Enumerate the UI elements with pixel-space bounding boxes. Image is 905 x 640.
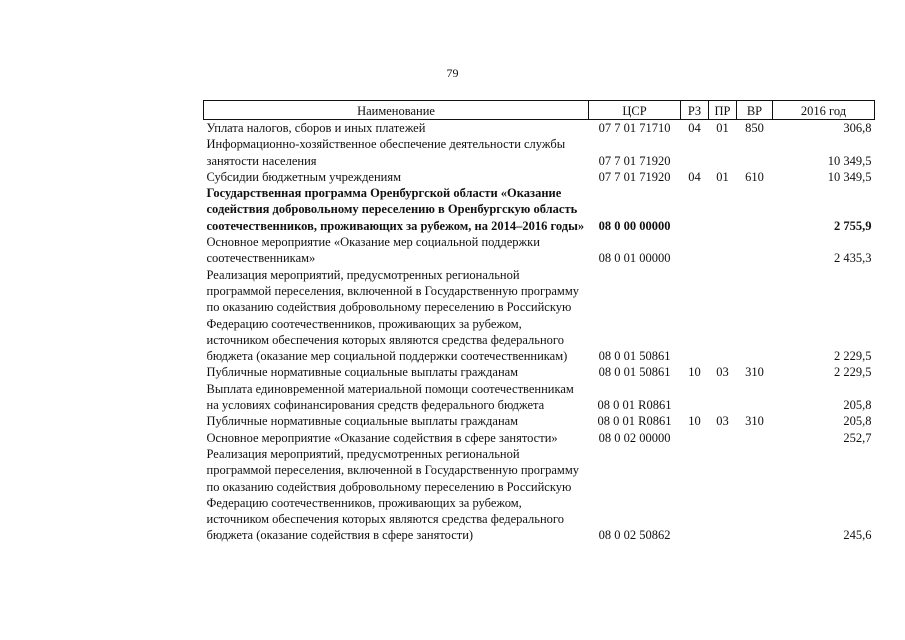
- cell-rz: 04: [688, 121, 701, 135]
- cell-vr: 610: [745, 169, 764, 184]
- cell-csr: 08 0 02 50862: [598, 528, 671, 543]
- column-header-year: 2016 год: [773, 101, 875, 120]
- cell-vr: 850: [745, 121, 764, 135]
- cell-amount: 10 349,5: [827, 153, 872, 168]
- cell-vr: 310: [745, 414, 764, 429]
- cell-rz: [681, 267, 709, 365]
- cell-rz: [681, 381, 709, 414]
- cell-csr: 08 0 01 50861: [598, 349, 671, 364]
- table-row: [204, 413, 875, 429]
- cell-pr: [709, 185, 737, 234]
- table-body: [204, 120, 875, 544]
- table-row: [204, 267, 875, 365]
- column-header-vr: ВР: [737, 101, 773, 120]
- table-row: [204, 446, 875, 544]
- cell-csr: 08 0 00 00000: [598, 218, 671, 233]
- cell-name: Субсидии бюджетным учреждениям: [206, 169, 402, 184]
- cell-pr: 03: [716, 365, 729, 380]
- cell-rz: 10: [688, 365, 701, 380]
- column-header-csr: ЦСР: [589, 101, 681, 120]
- column-header-name: Наименование: [204, 101, 589, 120]
- cell-csr: 08 0 01 00000: [598, 251, 671, 266]
- cell-pr: [709, 267, 737, 365]
- cell-vr: 310: [745, 365, 764, 380]
- cell-vr: [737, 381, 773, 414]
- cell-amount: 10 349,5: [827, 169, 872, 184]
- cell-amount: 2 229,5: [834, 349, 872, 364]
- cell-pr: 01: [716, 121, 729, 135]
- cell-csr: 08 0 01 50861: [598, 365, 671, 380]
- cell-rz: [681, 430, 709, 446]
- cell-csr: 08 0 01 R0861: [597, 414, 672, 429]
- cell-pr: [709, 136, 737, 169]
- table-row: [204, 381, 875, 414]
- budget-table: [203, 100, 875, 544]
- cell-amount: 306,8: [843, 121, 872, 135]
- table-row: [204, 430, 875, 446]
- table-row: [204, 364, 875, 380]
- cell-vr: [737, 446, 773, 544]
- table-row: [204, 185, 875, 234]
- table-header-row: [204, 101, 875, 120]
- column-header-rz: РЗ: [681, 101, 709, 120]
- page-number: 79: [446, 66, 459, 80]
- cell-csr: 07 7 01 71920: [598, 169, 671, 184]
- cell-name: Основное мероприятие «Оказание мер социальной поддержки соотечественникам»: [206, 235, 540, 266]
- cell-amount: 205,8: [843, 398, 872, 413]
- cell-name: Уплата налогов, сборов и иных платежей: [206, 121, 426, 135]
- cell-csr: 08 0 02 00000: [598, 430, 671, 445]
- cell-amount: 245,6: [843, 528, 872, 543]
- cell-name: Основное мероприятие «Оказание содействия в сфере занятости»: [206, 430, 558, 445]
- cell-rz: [681, 185, 709, 234]
- cell-amount: 2 435,3: [834, 251, 872, 266]
- cell-amount: 2 229,5: [834, 365, 872, 380]
- cell-csr: 07 7 01 71710: [598, 121, 671, 135]
- cell-vr: [737, 234, 773, 267]
- cell-vr: [737, 267, 773, 365]
- cell-rz: [681, 136, 709, 169]
- cell-csr: 07 7 01 71920: [598, 153, 671, 168]
- cell-name: Публичные нормативные социальные выплаты гражданам: [206, 414, 519, 429]
- cell-pr: 01: [716, 169, 729, 184]
- cell-vr: [737, 136, 773, 169]
- cell-pr: [709, 446, 737, 544]
- cell-vr: [737, 430, 773, 446]
- cell-name: Публичные нормативные социальные выплаты гражданам: [206, 365, 519, 380]
- cell-rz: [681, 234, 709, 267]
- cell-rz: [681, 446, 709, 544]
- table-row: [204, 169, 875, 185]
- cell-pr: [709, 381, 737, 414]
- cell-name: Выплата единовременной материальной помощи соотечественникам на условиях софинансирования средств федерального бюджета: [206, 381, 574, 413]
- cell-rz: 04: [688, 169, 701, 184]
- cell-pr: 03: [716, 414, 729, 429]
- cell-name: Реализация мероприятий, предусмотренных региональной программой переселения, включенной в Государственную программу по оказанию содействия добровольному переселению в Российскую Федерацию соотечественников, проживающих за рубежом, источником обеспечения которых являются средства федерального бюджета (оказание мер социальной поддержки соотечественникам): [206, 267, 579, 364]
- cell-pr: [709, 234, 737, 267]
- cell-name: Государственная программа Оренбургской области «Оказание содействия добровольному переселению в Оренбургскую область соотечественников, проживающих за рубежом, на 2014–2016 годы»: [206, 186, 585, 233]
- cell-pr: [709, 430, 737, 446]
- cell-name: Информационно-хозяйственное обеспечение деятельности службы занятости населения: [206, 137, 566, 168]
- cell-amount: 252,7: [843, 430, 872, 445]
- table-row: [204, 136, 875, 169]
- cell-amount: 205,8: [843, 414, 872, 429]
- cell-amount: 2 755,9: [834, 218, 872, 233]
- table-row: [204, 120, 875, 137]
- cell-csr: 08 0 01 R0861: [597, 398, 672, 413]
- table-row: [204, 234, 875, 267]
- cell-rz: 10: [688, 414, 701, 429]
- column-header-pr: ПР: [709, 101, 737, 120]
- cell-name: Реализация мероприятий, предусмотренных региональной программой переселения, включенной в Государственную программу по оказанию содействия добровольному переселению в Российскую Федерацию соотечественников, проживающих за рубежом, источником обеспечения которых являются средства федерального бюджета (оказание содействия в сфере занятости): [206, 446, 579, 543]
- cell-vr: [737, 185, 773, 234]
